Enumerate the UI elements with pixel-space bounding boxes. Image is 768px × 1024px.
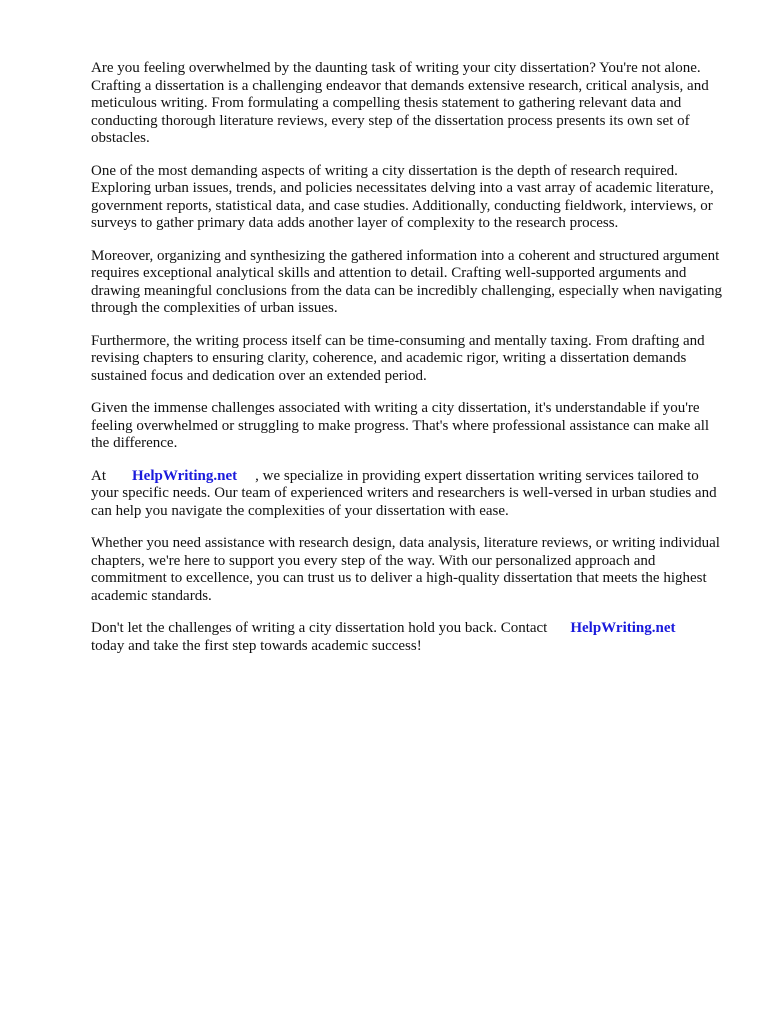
- para6-suffix: , we specialize in providing expert dissertation writing services tailored to your specific needs. Our team of experienced writers and researchers is well-versed in urban studies and can help you navigate the complexities of your dissertation with ease.: [91, 467, 717, 519]
- paragraph-challenges: Given the immense challenges associated with writing a city dissertation, it's understandable if you're feeling overwhelmed or struggling to make progress. That's where professional assistance can make all the difference.: [91, 400, 710, 451]
- helpwriting-link-contact[interactable]: HelpWriting.net: [570, 620, 676, 636]
- paragraph-assistance: Whether you need assistance with research design, data analysis, literature reviews, or writing individual chapters, we're here to support you every step of the way. With our personalized approach and commitment to excellence, you can trust us to deliver a high-quality dissertation that meets the highest academic standards.: [91, 535, 720, 604]
- paragraph-organizing: Moreover, organizing and synthesizing the gathered information into a coherent and structured argument requires exceptional analytical skills and attention to detail. Crafting well-supported arguments and drawing meaningful conclusions from the data can be incredibly challenging, especially when navigating through the complexities of urban issues.: [91, 247, 723, 316]
- paragraph-contact: [91, 620, 728, 655]
- paragraph-specialize: [91, 468, 728, 521]
- paragraph-intro: Are you feeling overwhelmed by the daunting task of writing your city dissertation? You're not alone. Crafting a dissertation is a challenging endeavor that demands extensive research, critical analysis, and meticulous writing. From formulating a compelling thesis statement to gathering relevant data and conducting thorough literature reviews, every step of the dissertation process presents its own set of obstacles.: [91, 60, 709, 146]
- para8-suffix: today and take the first step towards academic success!: [91, 637, 422, 654]
- para8-prefix: Don't let the challenges of writing a city dissertation hold you back. Contact: [91, 620, 548, 636]
- paragraph-writing-process: Furthermore, the writing process itself can be time-consuming and mentally taxing. From drafting and revising chapters to ensuring clarity, coherence, and academic rigor, writing a dissertation demands sustained focus and dedication over an extended period.: [91, 332, 705, 384]
- helpwriting-link[interactable]: HelpWriting.net: [132, 467, 238, 484]
- paragraph-research: One of the most demanding aspects of writing a city dissertation is the depth of research required. Exploring urban issues, trends, and policies necessitates delving into a vast array of academic literature, government reports, statistical data, and case studies. Additionally, conducting fieldwork, interviews, or surveys to gather primary data adds another layer of complexity to the research process.: [91, 162, 714, 231]
- para6-prefix: At: [91, 467, 106, 484]
